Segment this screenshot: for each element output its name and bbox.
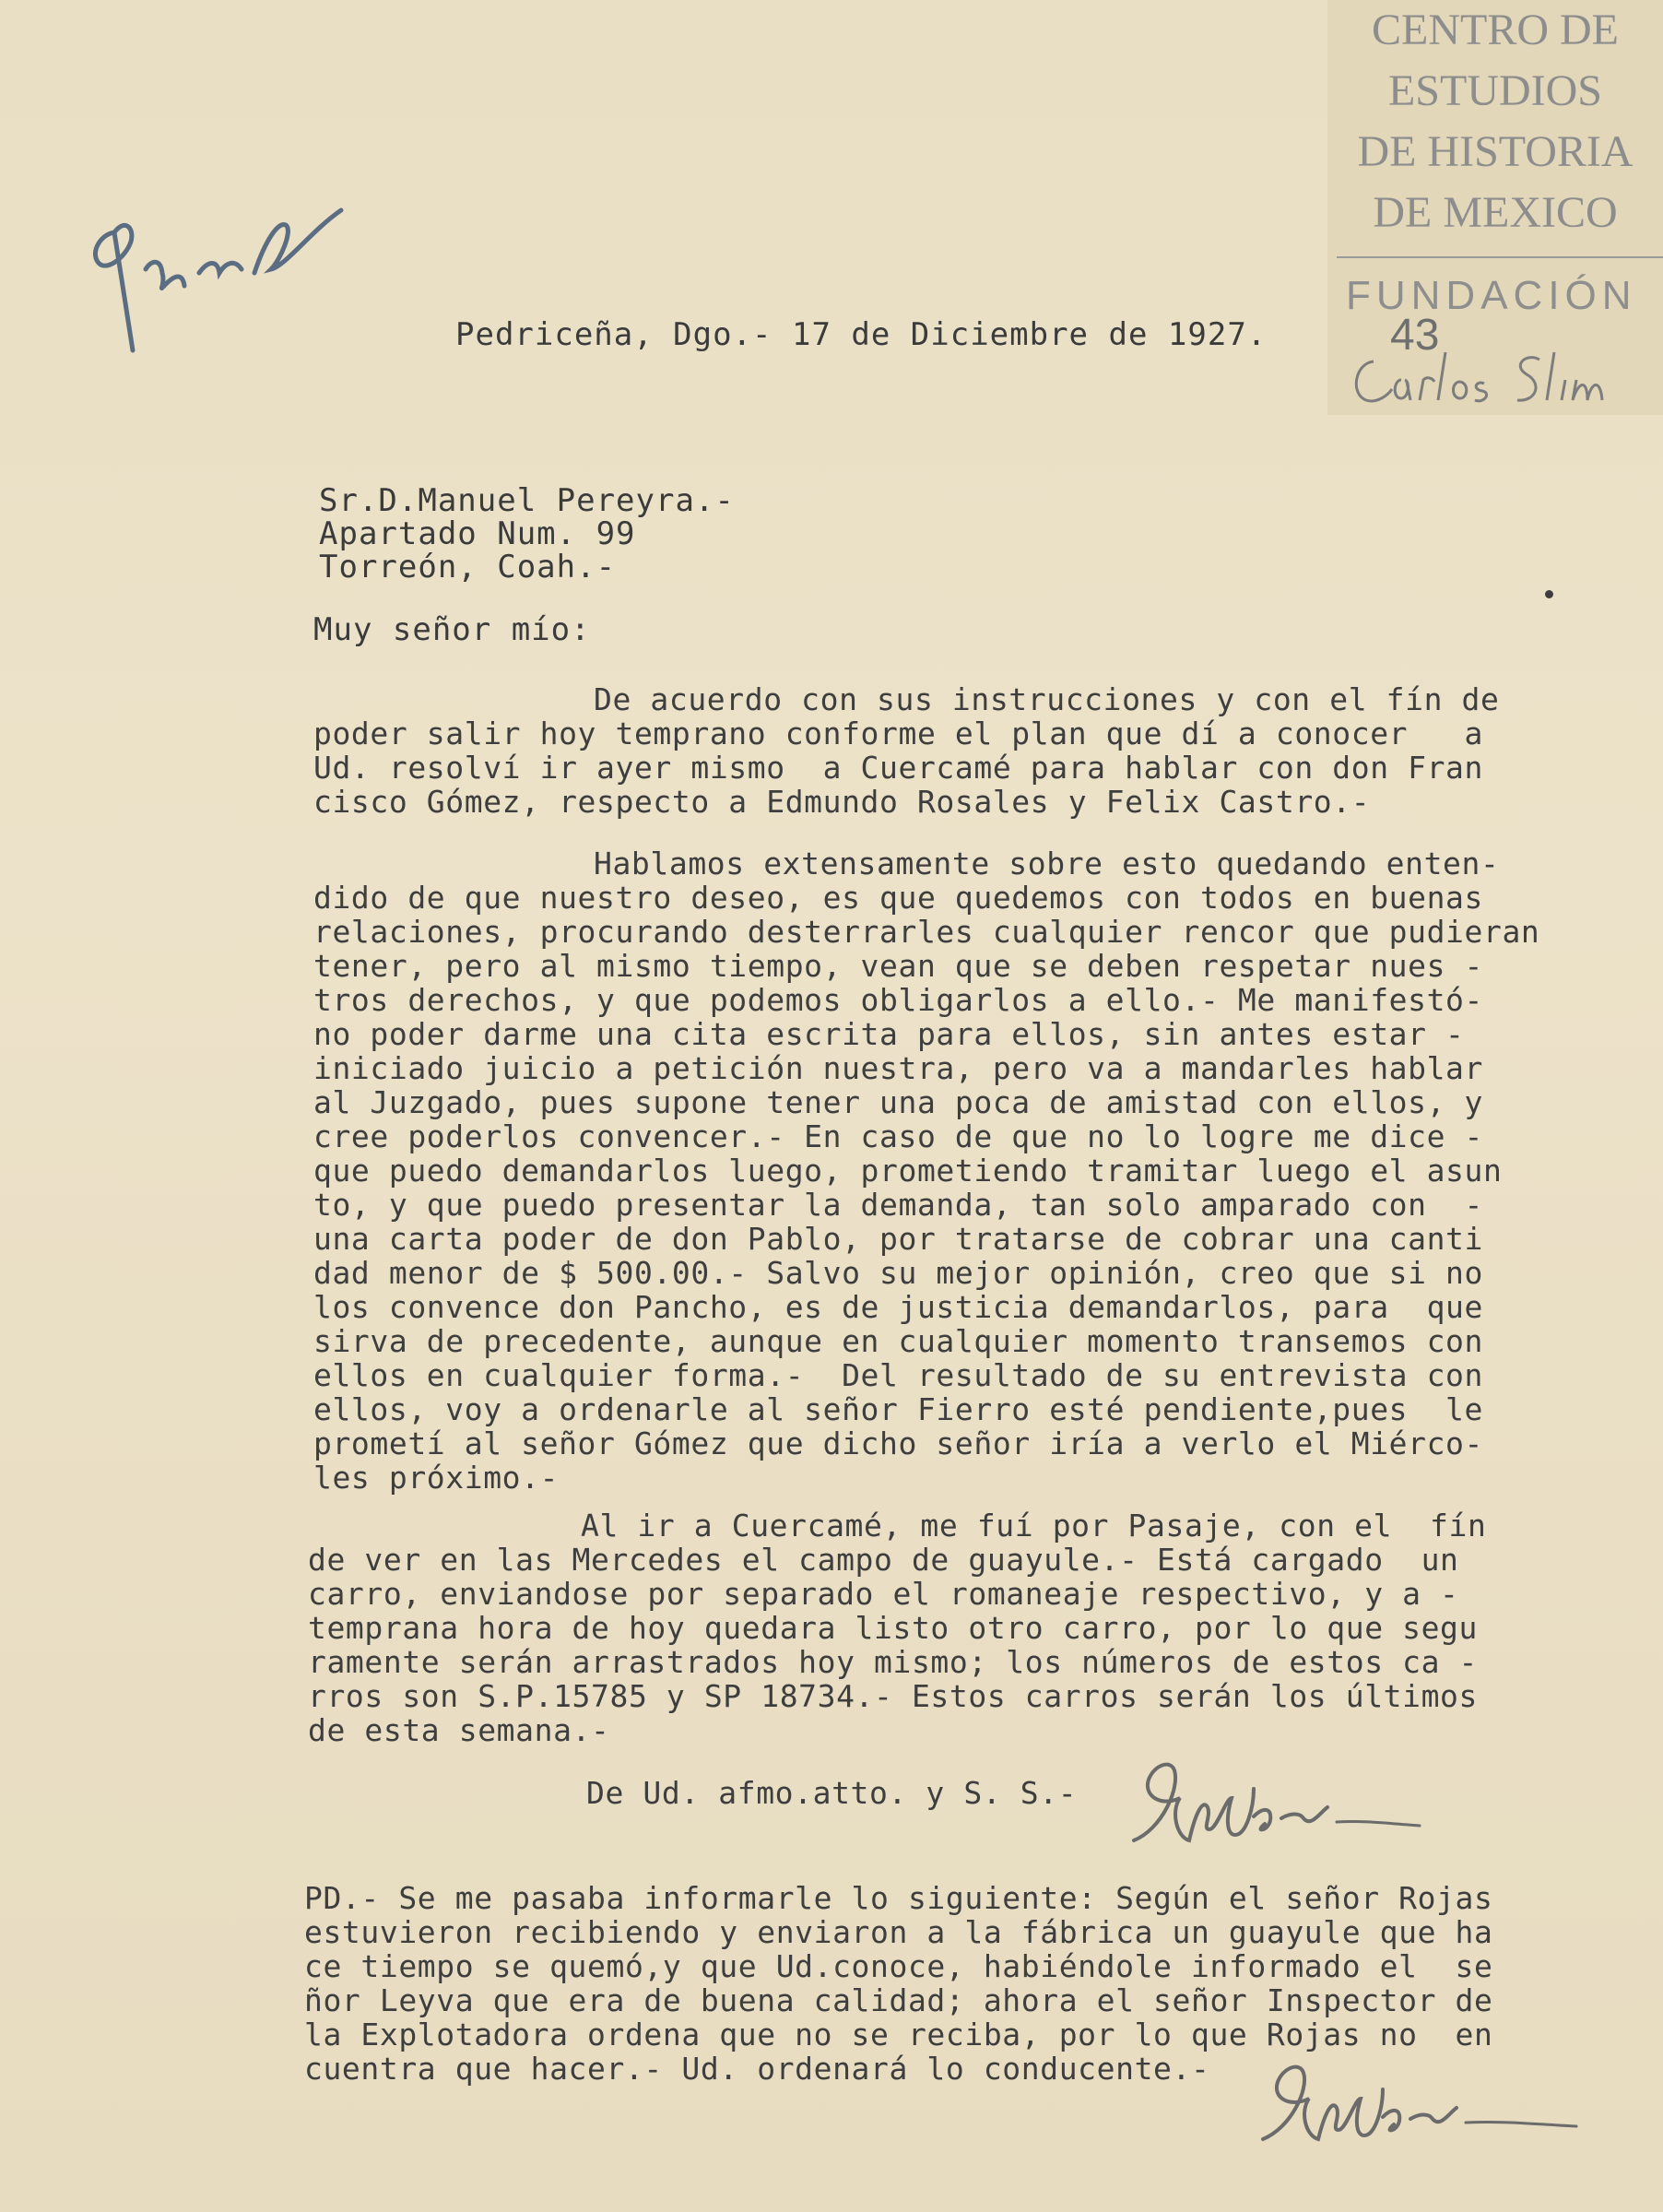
place-date: Pedriceña, Dgo.- 17 de Diciembre de 1927. [455,316,1268,353]
closing: De Ud. afmo.atto. y S. S.- [586,1775,1078,1811]
stamp-line-2: ESTUDIOS [1387,66,1602,115]
paragraph2-line: al Juzgado, pues supone tener una poca de amistad con ellos, y [313,1084,1483,1120]
recipient-line-2: Apartado Num. 99 [319,515,636,552]
paragraph2-line: cree poderlos convencer.- En caso de que no lo logre me dice - [313,1118,1483,1154]
paragraph2-line: prometí al señor Gómez que dicho señor iría a verlo el Miérco- [313,1425,1483,1461]
paragraph2-line: no poder darme una cita escrita para ellos, sin antes estar - [313,1016,1465,1052]
recipient-line-3: Torreón, Coah.- [319,549,617,586]
paragraph1-line: cisco Gómez, respecto a Edmundo Rosales y Felix Castro.- [313,784,1371,820]
paragraph3-line: Al ir a Cuercamé, me fuí por Pasaje, con el fín [581,1508,1487,1544]
paragraph3-line: temprana hora de hoy quedara listo otro carro, por lo que segu [308,1610,1478,1646]
stamp-line-4: DE MEXICO [1373,188,1618,237]
recipient-line-1: Sr.D.Manuel Pereyra.- [319,482,735,519]
stamp-line-1: CENTRO DE [1372,6,1619,54]
postscript-line: PD.- Se me pasaba informarle lo siguiente: Según el señor Rojas [304,1880,1493,1916]
paragraph2-line: les próximo.- [313,1460,560,1496]
paragraph3-line: de esta semana.- [308,1712,610,1748]
postscript-line: ce tiempo se quemó,y que Ud.conoce, habiéndole informado el se [304,1948,1493,1984]
paragraph2-line: Hablamos extensamente sobre esto quedando enten- [594,846,1500,881]
postscript-line: estuvieron recibiendo y enviaron a la fábrica un guayule que ha [304,1914,1493,1950]
paragraph3-line: de ver en las Mercedes el campo de guayule.- Está cargado un [308,1542,1459,1578]
stamp-divider [1337,256,1663,258]
stamp-line-3: DE HISTORIA [1357,127,1634,176]
paragraph2-line: tener, pero al mismo tiempo, vean que se deben respetar nues - [313,948,1483,984]
paragraph3-line: rros son S.P.15785 y SP 18734.- Estos carros serán los últimos [308,1678,1478,1714]
archive-stamp [1327,0,1663,415]
signature-robles [1106,1752,1438,1863]
paragraph2-line: ellos en cualquier forma.- Del resultado de su entrevista con [313,1357,1483,1393]
salutation: Muy señor mío: [313,611,591,648]
paragraph2-line: dido de que nuestro deseo, es que quedemos con todos en buenas [313,880,1483,916]
postscript-line: cuentra que hacer.- Ud. ordenará lo conducente.- [304,2051,1210,2087]
paragraph1-line: Ud. resolví ir ayer mismo a Cuercamé para hablar con don Fran [313,750,1483,786]
ink-dot [1545,590,1553,598]
handwritten-annotation [37,184,378,360]
signature-robles-2 [1235,2056,1586,2158]
paragraph2-line: tros derechos, y que podemos obligarlos a ello.- Me manifestó- [313,982,1483,1018]
page-number: 43 [1390,311,1440,360]
paragraph3-line: carro, enviandose por separado el romaneaje respectivo, y a - [308,1576,1459,1612]
paragraph1-line: De acuerdo con sus instrucciones y con el fín de [594,681,1500,717]
paragraph2-line: ellos, voy a ordenarle al señor Fierro esté pendiente,pues le [313,1391,1483,1427]
paragraph2-line: sirva de precedente, aunque en cualquier momento transemos con [313,1323,1483,1359]
paragraph2-line: dad menor de $ 500.00.- Salvo su mejor opinión, creo que si no [313,1255,1483,1291]
paragraph1-line: poder salir hoy temprano conforme el plan que dí a conocer a [313,716,1483,751]
paragraph2-line: que puedo demandarlos luego, prometiendo tramitar luego el asun [313,1153,1503,1189]
paragraph2-line: los convence don Pancho, es de justicia demandarlos, para que [313,1289,1483,1325]
paragraph3-line: ramente serán arrastrados hoy mismo; los números de estos ca - [308,1644,1478,1680]
paragraph2-line: relaciones, procurando desterrarles cualquier rencor que pudieran [313,914,1540,950]
paragraph2-line: iniciado juicio a petición nuestra, pero va a mandarles hablar [313,1050,1483,1086]
paragraph2-line: to, y que puedo presentar la demanda, tan solo amparado con - [313,1187,1483,1223]
paragraph2-line: una carta poder de don Pablo, por tratarse de cobrar una canti [313,1221,1483,1257]
postscript-line: la Explotadora ordena que no se reciba, por lo que Rojas no en [304,2017,1493,2052]
postscript-line: ñor Leyva que era de buena calidad; ahora el señor Inspector de [304,1982,1493,2018]
stamp-foundation: FUNDACIÓN [1346,273,1637,318]
